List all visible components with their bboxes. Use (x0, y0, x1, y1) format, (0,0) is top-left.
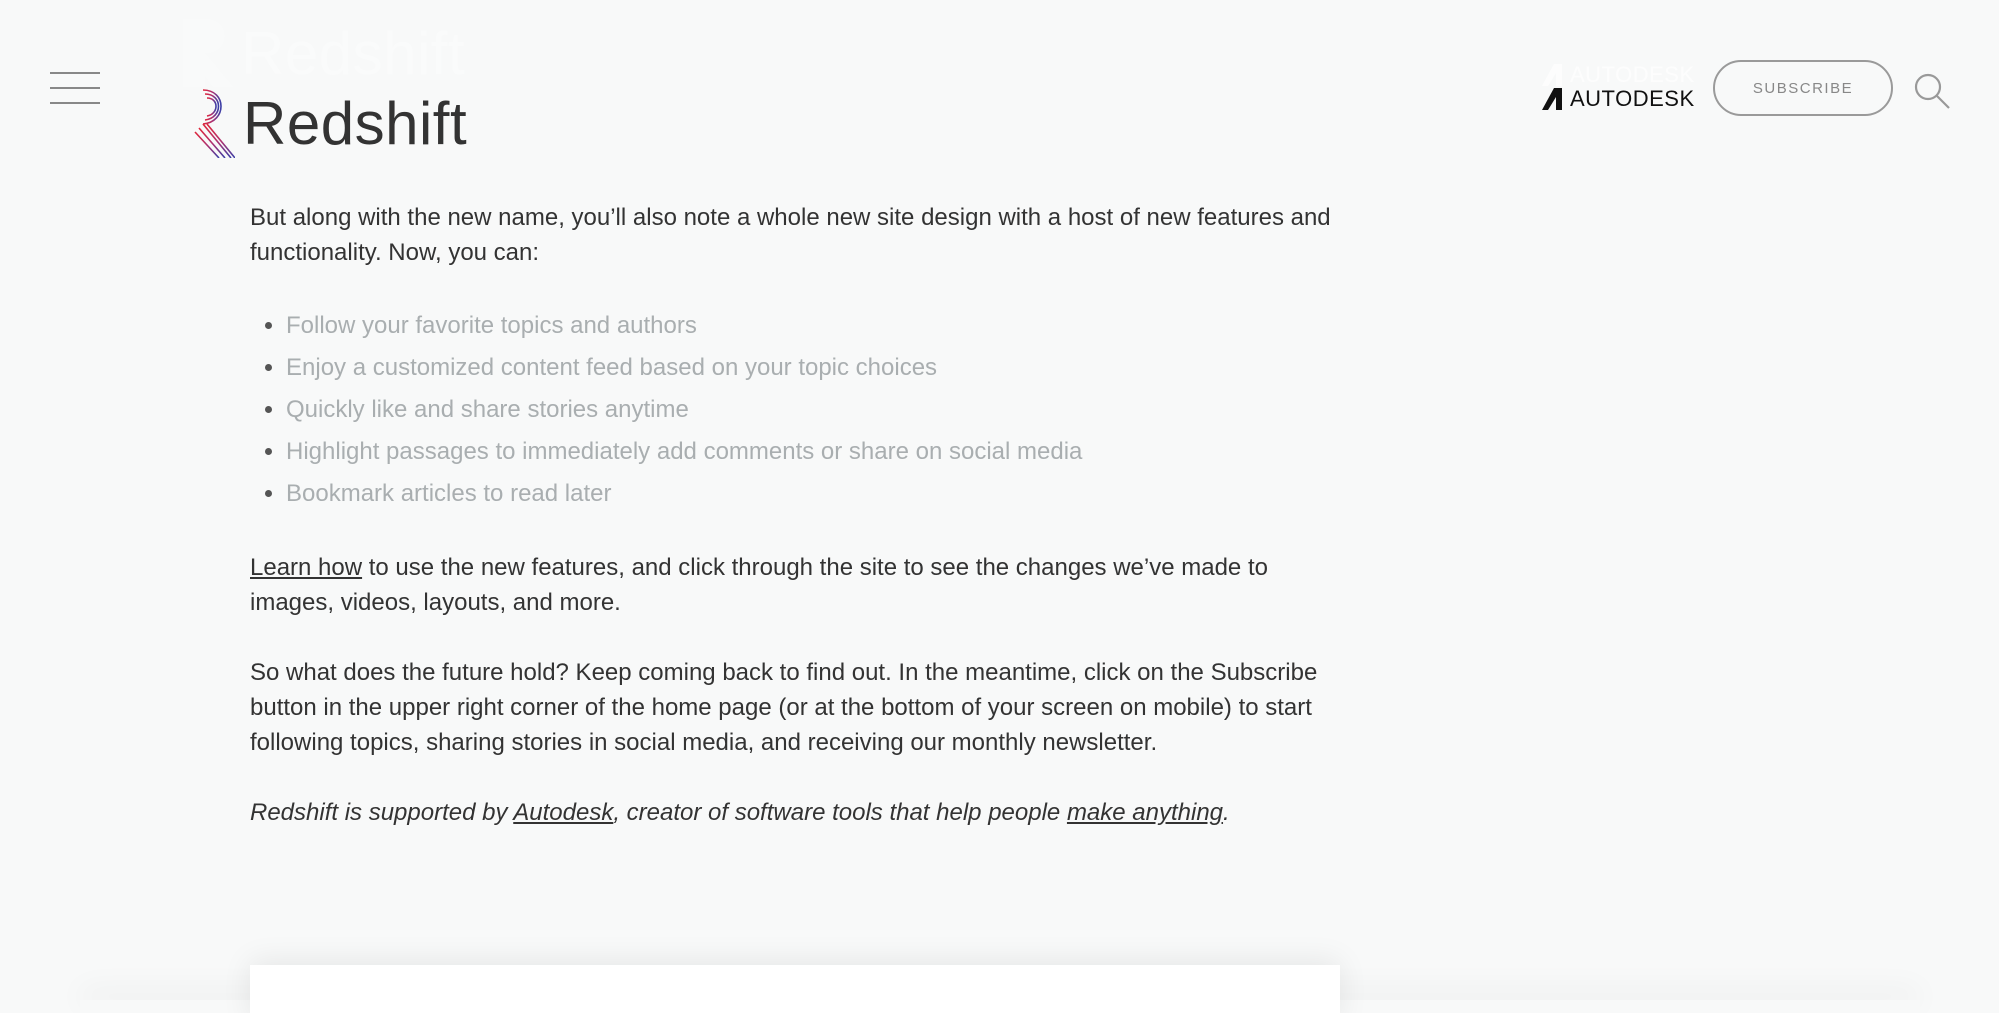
list-item: • Bookmark articles to read later (286, 473, 1350, 515)
list-item: • Highlight passages to immediately add comments or share on social media (286, 431, 1350, 473)
menu-line (50, 102, 100, 104)
list-item: • Quickly like and share stories anytime (286, 389, 1350, 431)
intro-paragraph: But along with the new name, you’ll also note a whole new site design with a host of new features and functionality. Now, you can: (250, 204, 1331, 266)
support-middle: , creator of software tools that help people (613, 799, 1067, 826)
autodesk-logo-icon (1540, 63, 1564, 87)
redshift-logo-icon (183, 88, 235, 158)
support-paragraph (250, 795, 1350, 830)
brand-name-ghost: Redshift (241, 19, 466, 87)
autodesk-label-ghost: AUTODESK (1570, 62, 1695, 87)
future-paragraph: So what does the future hold? Keep coming back to find out. In the meantime, click on the Subscribe button in the upper right corner of the home page (or at the bottom of your screen on mobile) to start following topics, sharing stories in social media, and receiving our monthly newsletter. (250, 659, 1318, 756)
learn-how-link[interactable]: Learn how (250, 554, 363, 581)
autodesk-logo-icon (1540, 87, 1564, 111)
bottom-card (250, 965, 1340, 1013)
autodesk-link[interactable]: Autodesk (513, 799, 614, 826)
learn-paragraph-text: to use the new features, and click through the site to see the changes we’ve made to images, videos, layouts, and more. (250, 554, 1268, 616)
redshift-logo-icon (183, 19, 233, 87)
article-body (250, 200, 1350, 865)
brand-logo[interactable] (183, 88, 467, 158)
menu-line (50, 72, 100, 74)
support-prefix: Redshift is supported by (250, 799, 514, 826)
autodesk-logo[interactable] (1540, 86, 1695, 112)
make-anything-link[interactable]: make anything (1066, 799, 1224, 826)
brand-logo-ghost (183, 18, 465, 88)
learn-paragraph (250, 550, 1350, 620)
autodesk-label: AUTODESK (1570, 86, 1695, 111)
autodesk-logo-ghost (1540, 62, 1695, 88)
hamburger-menu-icon[interactable] (50, 70, 100, 106)
menu-line (50, 87, 100, 89)
brand-name: Redshift (243, 89, 468, 157)
subscribe-button[interactable]: SUBSCRIBE (1713, 60, 1893, 116)
feature-list (250, 305, 1350, 515)
support-suffix: . (1223, 799, 1230, 826)
list-item: • Follow your favorite topics and authors (286, 305, 1350, 347)
search-icon[interactable] (1913, 72, 1951, 110)
list-item: • Enjoy a customized content feed based on your topic choices (286, 347, 1350, 389)
